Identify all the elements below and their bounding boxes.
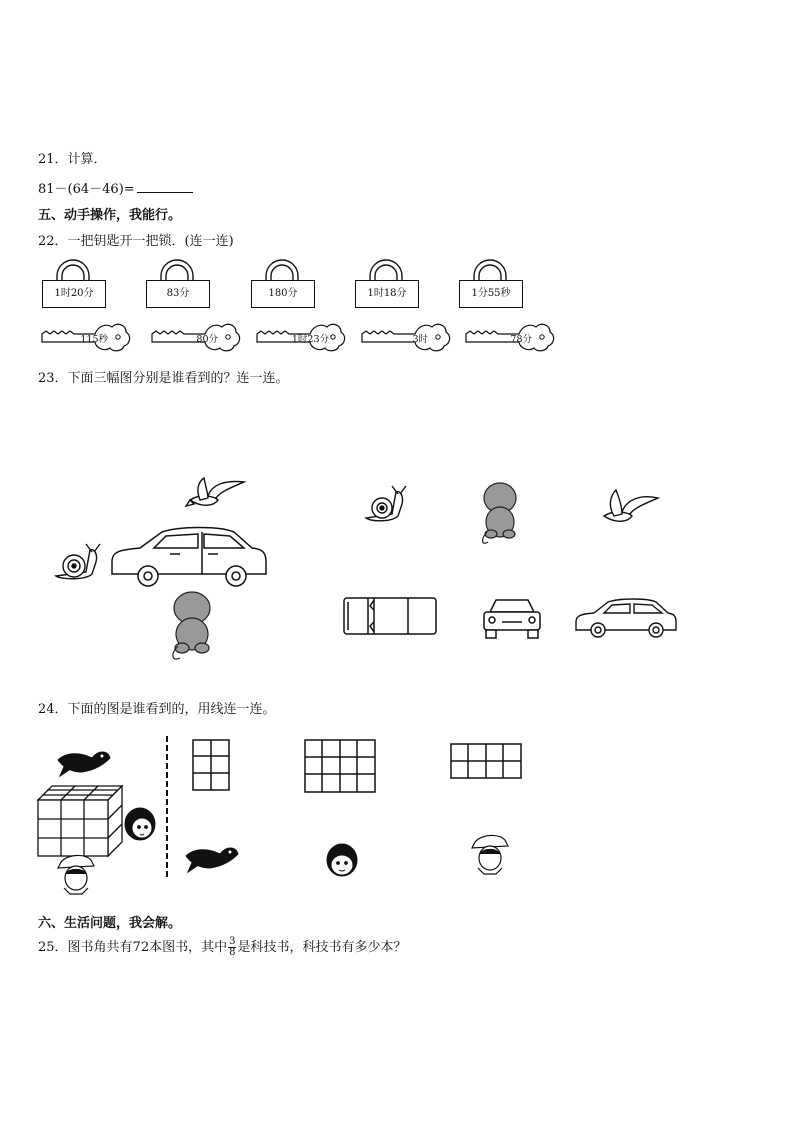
bird-icon[interactable] xyxy=(58,752,110,776)
bird-icon[interactable] xyxy=(604,490,658,521)
girl-face-icon[interactable] xyxy=(327,844,357,876)
snail-icon[interactable] xyxy=(366,486,406,521)
q24-title: 24．下面的图是谁看到的，用线连一连。 xyxy=(38,702,276,717)
key-label: 115秒 xyxy=(80,334,108,345)
q21-title: 21．计算． xyxy=(38,152,107,167)
q23-illustration xyxy=(0,440,794,670)
lock-label: 83分 xyxy=(146,280,210,308)
grid-view-4x3[interactable] xyxy=(305,740,375,792)
q22-title: 22．一把钥匙开一把锁．(连一连) xyxy=(38,234,234,249)
fraction-denominator: 8 xyxy=(229,947,236,958)
monkey-icon[interactable] xyxy=(173,592,210,659)
q25-text-after: 是科技书，科技书有多少本？ xyxy=(237,940,407,955)
bird-icon[interactable] xyxy=(186,848,238,872)
q21-answer-blank[interactable] xyxy=(137,180,193,193)
lock-shackle-icon xyxy=(158,258,196,282)
q25-fraction xyxy=(228,937,236,958)
key[interactable] xyxy=(150,322,240,352)
lock-shackle-icon xyxy=(367,258,405,282)
key[interactable] xyxy=(255,322,345,352)
section5-heading: 五、动手操作，我能行。 xyxy=(38,208,182,223)
q25-problem xyxy=(38,936,406,958)
lock-label: 180分 xyxy=(251,280,315,308)
fraction-numerator: 3 xyxy=(229,936,236,947)
car-top-view-icon[interactable] xyxy=(344,598,436,634)
key-label: 3时 xyxy=(412,334,428,345)
car-front-view-icon[interactable] xyxy=(484,600,540,638)
lock-label: 1分55秒 xyxy=(459,280,523,308)
key-label: 78分 xyxy=(510,334,532,345)
key-icon xyxy=(464,322,554,352)
key[interactable] xyxy=(360,322,450,352)
boy-cap-icon[interactable] xyxy=(472,835,508,874)
lock-shackle-icon xyxy=(263,258,301,282)
q21-expr-text: 81－(64－46)= xyxy=(38,182,135,197)
monkey-icon[interactable] xyxy=(483,483,516,543)
key[interactable] xyxy=(464,322,554,352)
boy-cap-icon[interactable] xyxy=(58,855,94,894)
q25-text-before: 25．图书角共有72本图书，其中 xyxy=(38,940,228,955)
q23-title: 23．下面三幅图分别是谁看到的？连一连。 xyxy=(38,371,289,386)
car-side-icon[interactable] xyxy=(576,599,676,637)
grid-view-2x3[interactable] xyxy=(193,740,229,790)
key[interactable] xyxy=(40,322,130,352)
lock-label: 1时20分 xyxy=(42,280,106,308)
grid-view-4x2[interactable] xyxy=(451,744,521,778)
girl-face-icon[interactable] xyxy=(125,808,155,840)
bird-icon[interactable] xyxy=(186,478,244,506)
car-side-icon[interactable] xyxy=(112,528,266,587)
key-icon xyxy=(150,322,240,352)
key-icon xyxy=(360,322,450,352)
key-label: 80分 xyxy=(196,334,218,345)
lock-shackle-icon xyxy=(471,258,509,282)
cube-stack xyxy=(38,786,122,856)
lock-shackle-icon xyxy=(54,258,92,282)
section6-heading: 六、生活问题，我会解。 xyxy=(38,916,182,931)
snail-icon[interactable] xyxy=(56,544,100,579)
lock-label: 1时18分 xyxy=(355,280,419,308)
q21-expression xyxy=(38,178,193,197)
q24-illustration xyxy=(0,730,794,900)
key-label: 1时23分 xyxy=(291,334,329,345)
